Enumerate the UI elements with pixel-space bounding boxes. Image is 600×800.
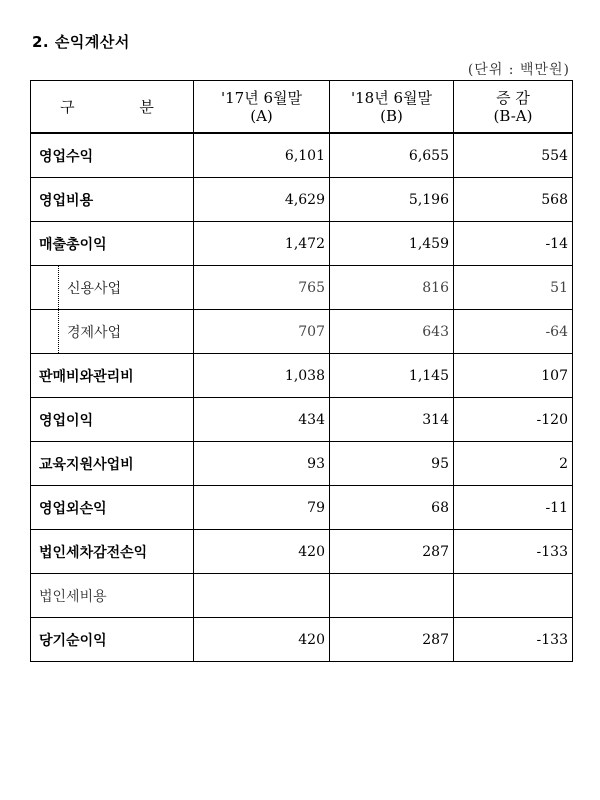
value-2017: 79 — [194, 486, 330, 530]
row-label: 교육지원사업비 — [31, 442, 194, 486]
value-change — [454, 574, 573, 618]
header-change — [454, 81, 573, 134]
row-label: 당기순이익 — [31, 618, 194, 662]
row-label: 법인세비용 — [31, 574, 194, 618]
table-row — [31, 178, 573, 222]
table-row — [31, 530, 573, 574]
value-change: -120 — [454, 398, 573, 442]
value-2017: 420 — [194, 530, 330, 574]
table-row — [31, 574, 573, 618]
value-2017: 420 — [194, 618, 330, 662]
value-2018: 68 — [330, 486, 454, 530]
header-2018-code: (B) — [380, 106, 403, 125]
header-2017 — [194, 81, 330, 134]
section-title: 2. 손익계산서 — [32, 33, 130, 51]
value-change: 2 — [454, 442, 573, 486]
value-2018: 314 — [330, 398, 454, 442]
header-category: 구 분 — [31, 81, 194, 134]
value-2017: 707 — [194, 310, 330, 354]
value-change: -11 — [454, 486, 573, 530]
value-change: 107 — [454, 354, 573, 398]
row-label: 영업이익 — [31, 398, 194, 442]
table-row — [31, 442, 573, 486]
sub-indent-line — [58, 310, 59, 353]
row-label: 매출총이익 — [31, 222, 194, 266]
value-2017: 434 — [194, 398, 330, 442]
header-2017-period: '17년 6월말 — [221, 88, 302, 107]
value-2017 — [194, 574, 330, 618]
table-row-sub — [31, 266, 573, 310]
value-change: 568 — [454, 178, 573, 222]
value-2017: 1,038 — [194, 354, 330, 398]
value-2018: 816 — [330, 266, 454, 310]
header-2018-period: '18년 6월말 — [351, 88, 432, 107]
table-row — [31, 486, 573, 530]
table-row-sub — [31, 310, 573, 354]
value-2018: 287 — [330, 530, 454, 574]
row-label: 영업비용 — [31, 178, 194, 222]
value-2018 — [330, 574, 454, 618]
value-2017: 1,472 — [194, 222, 330, 266]
value-2018: 287 — [330, 618, 454, 662]
row-label — [31, 266, 194, 310]
value-2018: 643 — [330, 310, 454, 354]
value-2017: 4,629 — [194, 178, 330, 222]
value-2017: 6,101 — [194, 133, 330, 178]
row-label: 영업수익 — [31, 133, 194, 178]
value-change: -133 — [454, 618, 573, 662]
header-2017-code: (A) — [250, 106, 273, 125]
value-2017: 93 — [194, 442, 330, 486]
header-change-label: 증 감 — [496, 88, 530, 107]
value-change: 554 — [454, 133, 573, 178]
header-change-formula: (B-A) — [493, 106, 533, 125]
table-row — [31, 354, 573, 398]
row-label — [31, 310, 194, 354]
row-label: 법인세차감전손익 — [31, 530, 194, 574]
header-row — [31, 81, 573, 134]
value-change: -64 — [454, 310, 573, 354]
income-statement-table — [30, 80, 573, 662]
value-2018: 1,459 — [330, 222, 454, 266]
sub-indent-line — [58, 266, 59, 309]
unit-label: (단위 : 백만원) — [467, 62, 570, 78]
row-label-text: 경제사업 — [67, 324, 122, 341]
row-label: 판매비와관리비 — [31, 354, 194, 398]
value-change: -14 — [454, 222, 573, 266]
row-label-text: 신용사업 — [67, 280, 122, 297]
row-label: 영업외손익 — [31, 486, 194, 530]
value-change: -133 — [454, 530, 573, 574]
table-row — [31, 398, 573, 442]
header-2018 — [330, 81, 454, 134]
value-change: 51 — [454, 266, 573, 310]
table-row — [31, 222, 573, 266]
value-2018: 1,145 — [330, 354, 454, 398]
table-row — [31, 618, 573, 662]
value-2018: 5,196 — [330, 178, 454, 222]
value-2018: 95 — [330, 442, 454, 486]
value-2018: 6,655 — [330, 133, 454, 178]
table-row — [31, 133, 573, 178]
value-2017: 765 — [194, 266, 330, 310]
